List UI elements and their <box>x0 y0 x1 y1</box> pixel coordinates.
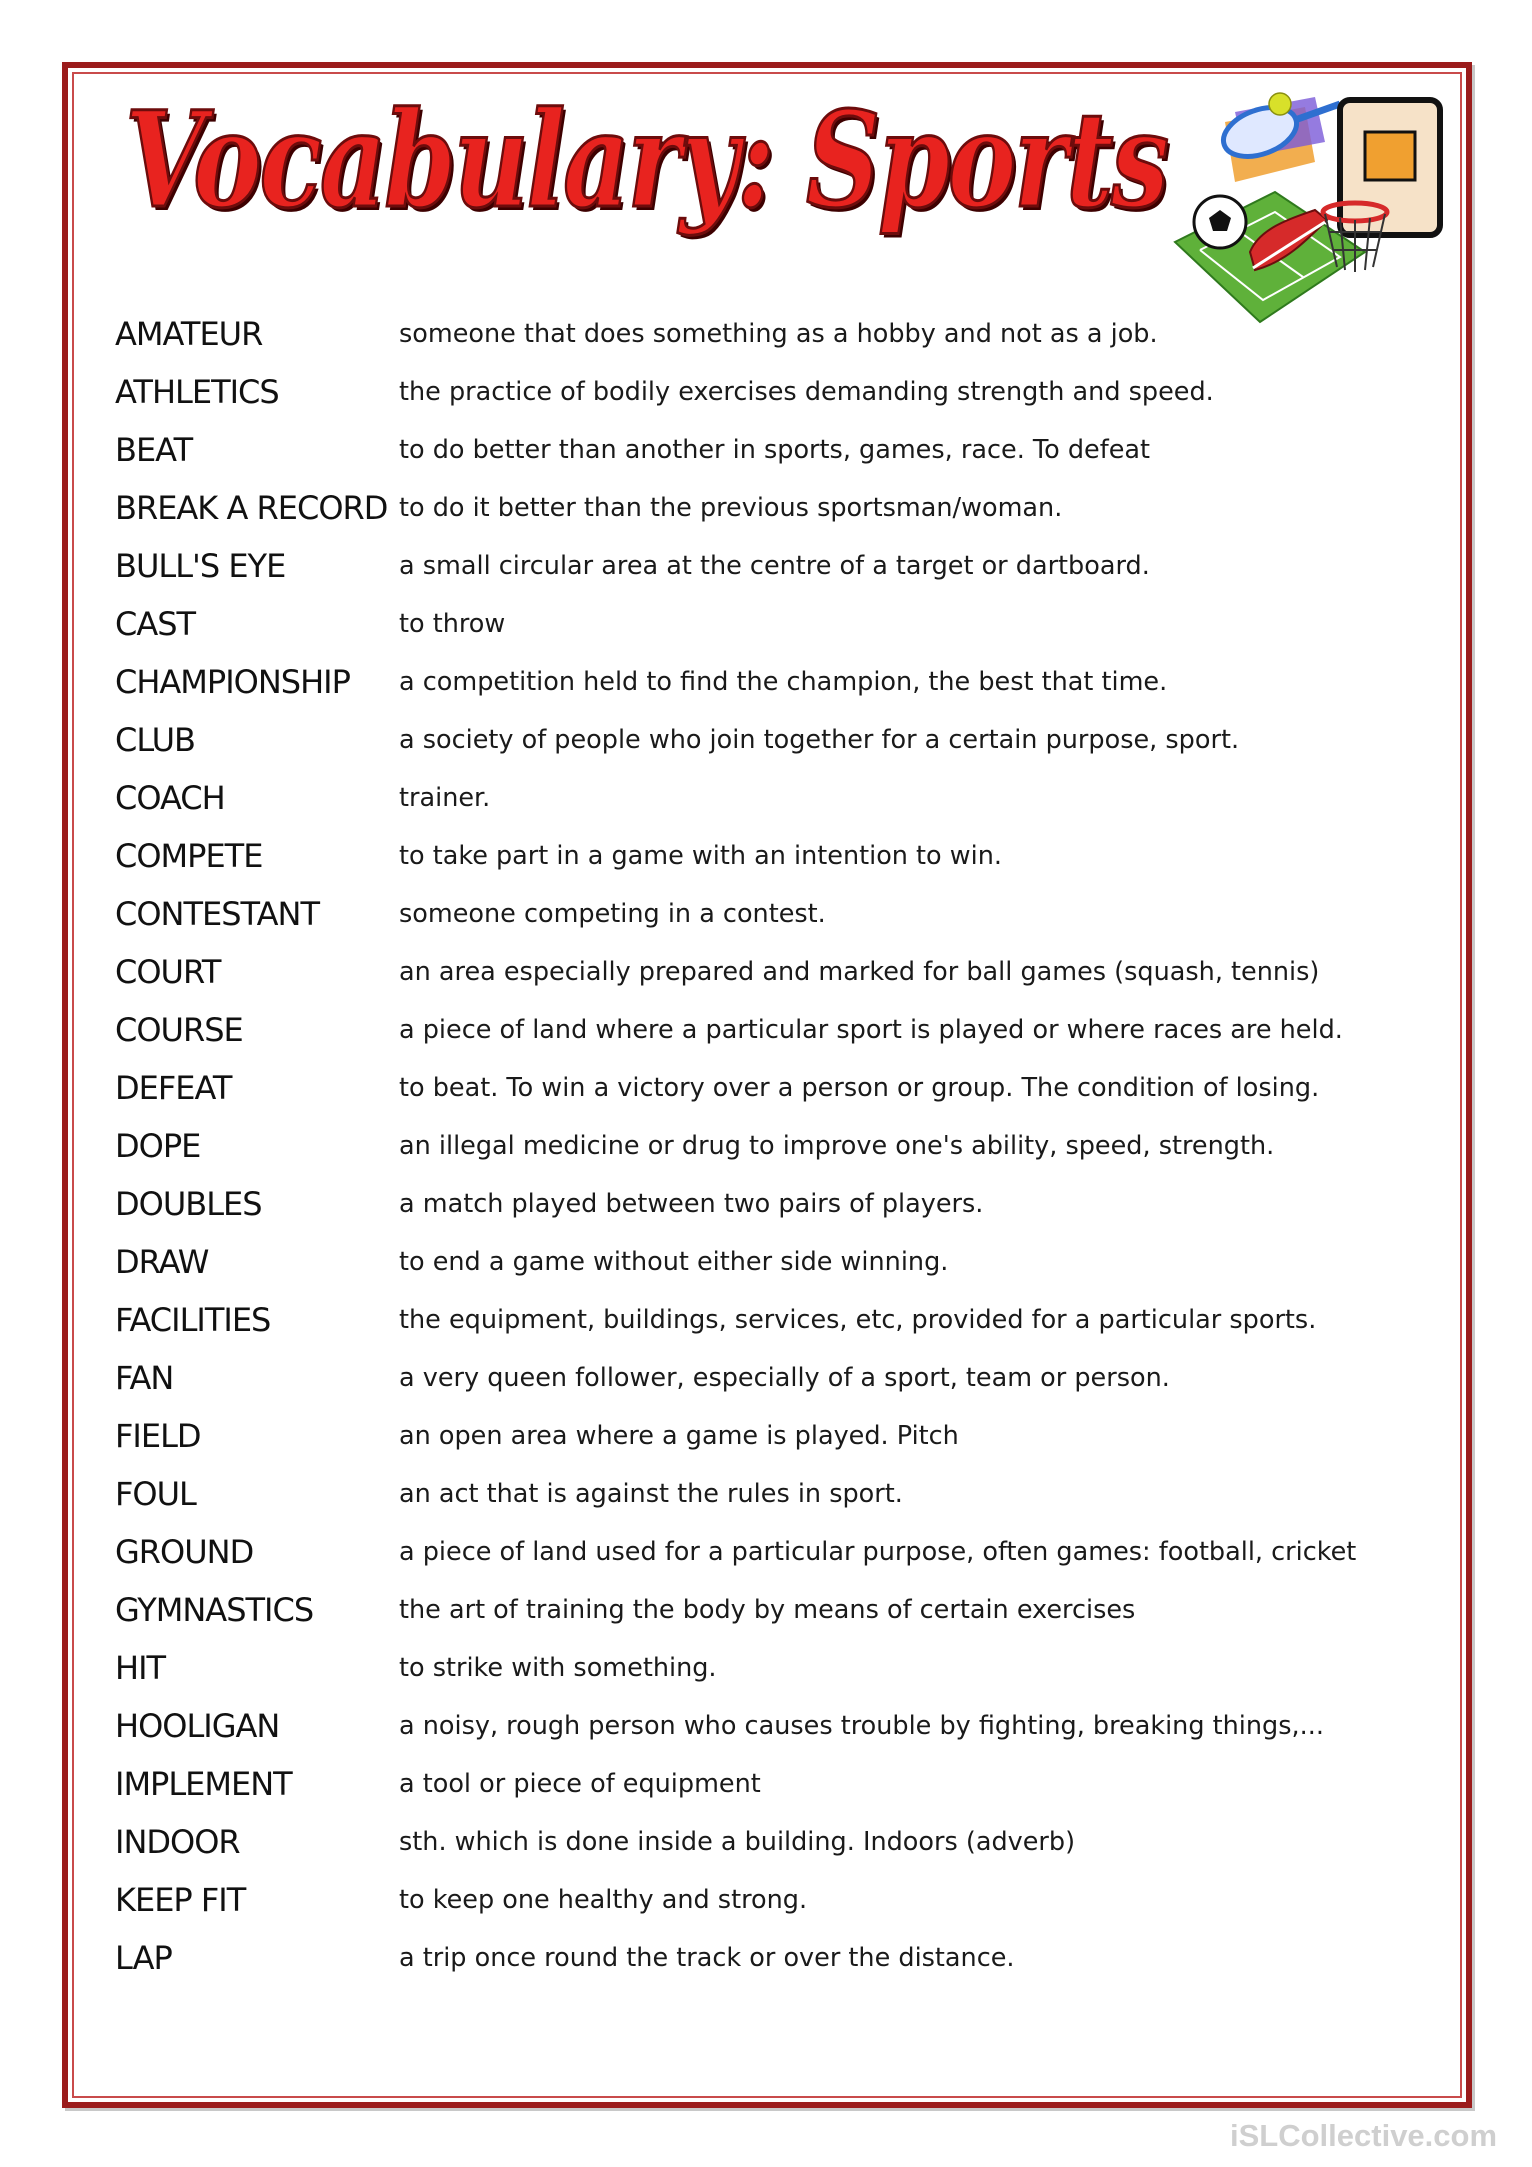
vocab-definition: the art of training the body by means of certain exercises <box>399 1595 1136 1625</box>
vocab-definition: to take part in a game with an intention to win. <box>399 841 1002 871</box>
vocab-definition: a trip once round the track or over the distance. <box>399 1943 1015 1973</box>
vocab-definition: a noisy, rough person who causes trouble by fighting, breaking things,... <box>399 1711 1324 1741</box>
vocab-definition: a piece of land where a particular sport is played or where races are held. <box>399 1015 1343 1045</box>
vocab-term: LAP <box>115 1939 172 1977</box>
vocab-entry <box>115 1523 1435 1581</box>
vocab-entry <box>115 653 1435 711</box>
vocab-definition: someone that does something as a hobby and not as a job. <box>399 319 1158 349</box>
vocab-term: DOPE <box>115 1127 201 1165</box>
vocab-term: DRAW <box>115 1243 209 1281</box>
vocab-term: FAN <box>115 1359 174 1397</box>
vocab-entry <box>115 537 1435 595</box>
vocab-entry <box>115 1349 1435 1407</box>
vocab-term: DEFEAT <box>115 1069 232 1107</box>
vocab-term: CONTESTANT <box>115 895 319 933</box>
vocab-definition: to throw <box>399 609 506 639</box>
vocab-term: HIT <box>115 1649 166 1687</box>
vocab-entry <box>115 1001 1435 1059</box>
vocab-term: INDOOR <box>115 1823 240 1861</box>
vocabulary-list <box>115 305 1435 1987</box>
vocab-term: COMPETE <box>115 837 263 875</box>
vocab-definition: an area especially prepared and marked for ball games (squash, tennis) <box>399 957 1320 987</box>
vocab-entry <box>115 885 1435 943</box>
vocab-term: FACILITIES <box>115 1301 271 1339</box>
vocab-term: BULL'S EYE <box>115 547 286 585</box>
vocab-entry <box>115 1291 1435 1349</box>
vocab-entry <box>115 1175 1435 1233</box>
vocab-definition: a match played between two pairs of players. <box>399 1189 984 1219</box>
vocab-entry <box>115 711 1435 769</box>
vocab-entry <box>115 1871 1435 1929</box>
vocab-entry <box>115 305 1435 363</box>
vocab-entry <box>115 1059 1435 1117</box>
vocab-term: GROUND <box>115 1533 254 1571</box>
vocab-definition: to beat. To win a victory over a person or group. The condition of losing. <box>399 1073 1320 1103</box>
vocab-entry <box>115 943 1435 1001</box>
vocab-entry <box>115 1755 1435 1813</box>
vocab-term: CLUB <box>115 721 195 759</box>
vocab-entry <box>115 595 1435 653</box>
vocab-definition: the equipment, buildings, services, etc, provided for a particular sports. <box>399 1305 1317 1335</box>
vocab-definition: a competition held to find the champion, the best that time. <box>399 667 1168 697</box>
vocab-definition: a small circular area at the centre of a target or dartboard. <box>399 551 1150 581</box>
vocab-entry <box>115 363 1435 421</box>
vocab-term: COURSE <box>115 1011 243 1049</box>
vocab-term: IMPLEMENT <box>115 1765 292 1803</box>
vocab-term: GYMNASTICS <box>115 1591 314 1629</box>
vocab-entry <box>115 1697 1435 1755</box>
vocab-entry <box>115 1233 1435 1291</box>
vocab-entry <box>115 1929 1435 1987</box>
page-title: Vocabulary: Sports <box>125 83 1167 238</box>
vocab-term: CAST <box>115 605 196 643</box>
vocab-entry <box>115 421 1435 479</box>
vocab-entry <box>115 479 1435 537</box>
vocab-definition: to do better than another in sports, games, race. To defeat <box>399 435 1151 465</box>
vocab-definition: someone competing in a contest. <box>399 899 826 929</box>
vocab-definition: a very queen follower, especially of a sport, team or person. <box>399 1363 1170 1393</box>
vocab-term: FOUL <box>115 1475 196 1513</box>
vocab-definition: an act that is against the rules in sport. <box>399 1479 903 1509</box>
vocab-definition: to keep one healthy and strong. <box>399 1885 808 1915</box>
vocab-term: KEEP FIT <box>115 1881 246 1919</box>
vocab-term: BEAT <box>115 431 193 469</box>
vocab-definition: a tool or piece of equipment <box>399 1769 761 1799</box>
vocab-definition: to do it better than the previous sportsman/woman. <box>399 493 1063 523</box>
sports-equipment-clipart-icon <box>1165 92 1455 332</box>
watermark: iSLCollective.com <box>1230 2118 1498 2153</box>
vocab-term: DOUBLES <box>115 1185 262 1223</box>
vocab-term: BREAK A RECORD <box>115 489 388 527</box>
vocab-term: FIELD <box>115 1417 201 1455</box>
vocab-entry <box>115 1465 1435 1523</box>
vocab-entry <box>115 1407 1435 1465</box>
vocab-definition: an open area where a game is played. Pitch <box>399 1421 959 1451</box>
vocab-term: ATHLETICS <box>115 373 279 411</box>
vocab-entry <box>115 769 1435 827</box>
vocab-definition: trainer. <box>399 783 491 813</box>
vocab-term: HOOLIGAN <box>115 1707 280 1745</box>
vocab-entry <box>115 1581 1435 1639</box>
vocab-entry <box>115 827 1435 885</box>
vocab-term: COACH <box>115 779 225 817</box>
vocab-term: CHAMPIONSHIP <box>115 663 350 701</box>
vocab-term: COURT <box>115 953 221 991</box>
vocab-definition: to strike with something. <box>399 1653 717 1683</box>
vocab-term: AMATEUR <box>115 315 263 353</box>
vocab-entry <box>115 1117 1435 1175</box>
vocab-definition: to end a game without either side winning. <box>399 1247 949 1277</box>
vocab-entry <box>115 1813 1435 1871</box>
vocab-definition: a society of people who join together for a certain purpose, sport. <box>399 725 1240 755</box>
vocab-entry <box>115 1639 1435 1697</box>
vocab-definition: a piece of land used for a particular purpose, often games: football, cricket <box>399 1537 1357 1567</box>
vocab-definition: an illegal medicine or drug to improve one's ability, speed, strength. <box>399 1131 1275 1161</box>
vocab-definition: the practice of bodily exercises demanding strength and speed. <box>399 377 1214 407</box>
vocab-definition: sth. which is done inside a building. Indoors (adverb) <box>399 1827 1076 1857</box>
